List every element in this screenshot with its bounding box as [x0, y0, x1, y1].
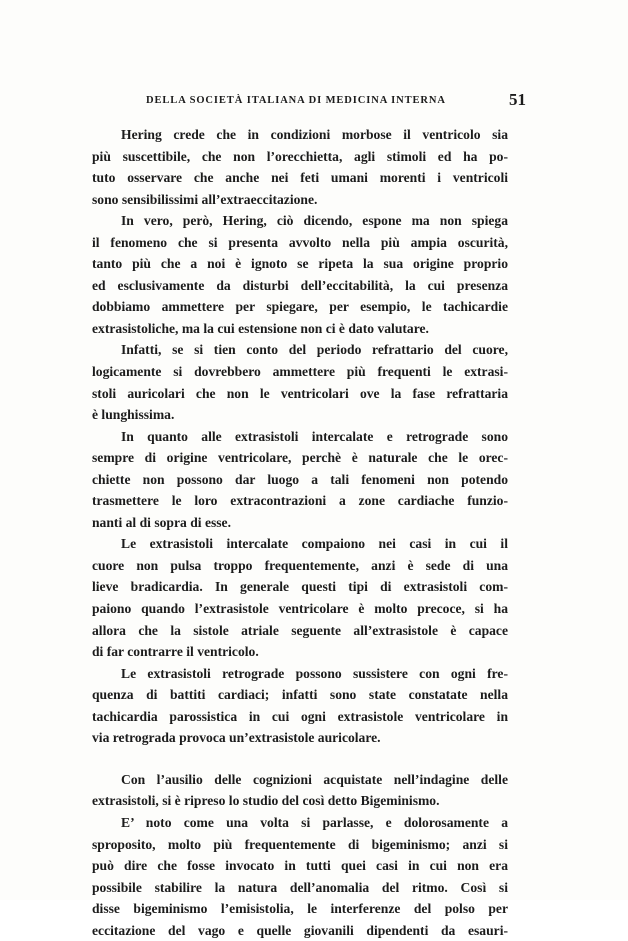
text-line: Le extrasistoli intercalate compaiono nei casi in cui il [121, 536, 508, 552]
page-number: 51 [509, 90, 526, 109]
text-line: dobbiamo ammettere per spiegare, per esempio, le tachicardie [92, 299, 508, 315]
section-break [92, 749, 508, 769]
text-line: possibile stabilire la natura dell’anomalia del ritmo. Così si [92, 879, 508, 895]
text-line: ed esclusivamente da disturbi dell’eccitabilità, la cui presenza [92, 277, 508, 293]
text-line: può dire che fosse invocato in tutti quei casi in cui non era [92, 858, 508, 874]
text-line: stoli auricolari che non le ventricolari ove la fase refrattaria [92, 385, 508, 401]
page-header [92, 90, 526, 114]
text-line: allora che la sistole atriale seguente all’extrasistole è capace [92, 622, 508, 638]
text-line: extrasistoli, si è ripreso lo studio del così detto Bigeminismo. [92, 793, 440, 809]
text-line: Con l’ausilio delle cognizioni acquistate nell’indagine delle [121, 771, 508, 787]
body-text [92, 124, 508, 941]
text-line: quenza di battiti cardiaci; infatti sono state constatate nella [92, 687, 508, 703]
text-line: paiono quando l’extrasistole ventricolare è molto precoce, si ha [92, 601, 508, 617]
text-line: Le extrasistoli retrograde possono sussistere con ogni fre- [121, 665, 508, 681]
text-line: nanti al di sopra di esse. [92, 514, 231, 530]
text-line: Infatti, se si tien conto del periodo refrattario del cuore, [121, 342, 508, 358]
text-line: chiette non possono dar luogo a tali fenomeni non potendo [92, 471, 508, 487]
text-line: In vero, però, Hering, ciò dicendo, espone ma non spiega [121, 213, 508, 229]
text-line: eccitazione del vago e quelle giovanili dipendenti da esauri- [92, 922, 508, 938]
text-line: sproposito, molto più frequentemente di bigeminismo; anzi si [92, 836, 508, 852]
text-line: disse bigeminismo l’emisistolia, le interferenze del polso per [92, 901, 508, 917]
text-line: sempre di origine ventricolare, perchè è naturale che le orec- [92, 450, 508, 466]
text-line: In quanto alle extrasistoli intercalate e retrograde sono [121, 428, 508, 444]
text-line: logicamente si dovrebbero ammettere più frequenti le extrasi- [92, 364, 508, 380]
text-line: tanto più che a noi è ignoto se ripeta la sua origine proprio [92, 256, 508, 272]
text-line: di far contrarre il ventricolo. [92, 644, 259, 660]
text-line: Hering crede che in condizioni morbose il ventricolo sia [121, 127, 508, 142]
text-line: è lunghissima. [92, 407, 175, 423]
text-line: tachicardia parossistica in cui ogni extrasistole ventricolare in [92, 708, 508, 724]
text-line: tuto osservare che anche nei feti umani morenti i ventricoli [92, 170, 508, 186]
text-line: via retrograda provoca un’extrasistole auricolare. [92, 730, 381, 746]
text-line: cuore non pulsa troppo frequentemente, anzi è sede di una [92, 557, 508, 573]
text-line: trasmettere le loro extracontrazioni a zone cardiache funzio- [92, 493, 508, 509]
text-line: lieve bradicardia. In generale questi tipi di extrasistoli com- [92, 579, 508, 595]
running-head: DELLA SOCIETÀ ITALIANA DI MEDICINA INTERNA [146, 95, 446, 106]
text-line: il fenomeno che si presenta avvolto nella più ampia oscurità, [92, 234, 508, 250]
text-line: E’ noto come una volta si parlasse, e dolorosamente a [121, 814, 508, 830]
text-line: sono sensibilissimi all’extraeccitazione. [92, 191, 318, 207]
text-line: extrasistoliche, ma la cui estensione non ci è dato valutare. [92, 320, 429, 336]
text-line: più suscettibile, che non l’orecchietta, agli stimoli ed ha po- [92, 148, 508, 164]
